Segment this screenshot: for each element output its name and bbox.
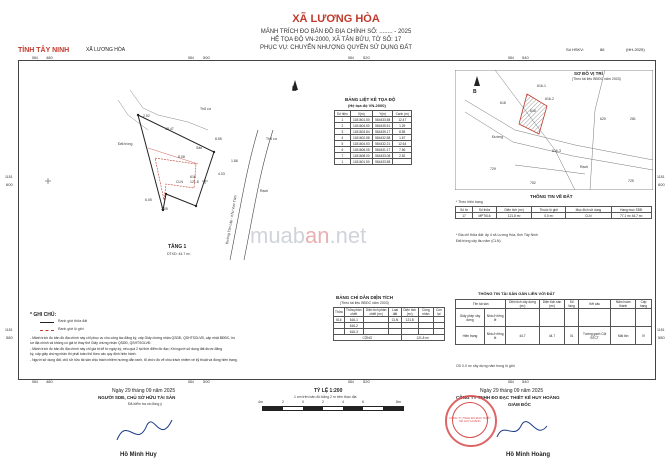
- signature-left: [112, 410, 182, 450]
- legend-line-road: [40, 330, 54, 331]
- table-row: 1 1181601.50 584433.58 12.47: [335, 117, 412, 123]
- table-row: Hiện trạng Nhà ở riêng lẻ 44.7 44.7 01 Tường gạch Cột BTCT Mái tôn IV: [456, 327, 652, 345]
- scale-tick: 8m: [396, 400, 401, 404]
- grid-top-2: 480: [46, 55, 53, 60]
- legend-line-parcel: [40, 322, 54, 323]
- scale-tick: 0: [302, 400, 304, 404]
- legend-note: ký, cấp giấy chứng nhận thì phải tuân thủ theo các quy định hiện hành.: [30, 352, 137, 356]
- coords-head: X(m): [350, 111, 372, 117]
- footer-left-sub: Đã kiểm tra và đồng ý: [128, 402, 163, 406]
- legend-item: Ranh giới lộ giới: [58, 327, 84, 331]
- table-row: 4 1181602.88 584432.58 1.67: [335, 135, 412, 141]
- area-subtitle: (Theo tài liệu BĐĐC năm 2003): [340, 301, 389, 305]
- area-title: BẢNG CHỈ DẪN DIỆN TÍCH: [336, 295, 393, 300]
- plan-label-4: Thổ cư: [266, 137, 278, 141]
- north-label: B: [292, 86, 298, 93]
- location-map: [455, 70, 653, 190]
- scale-bar: [262, 406, 404, 411]
- loc-label: 729: [490, 167, 496, 171]
- dim-2: 8.55: [215, 137, 222, 141]
- table-row: 616-3: [334, 329, 445, 335]
- legend-note: - Người sử dụng đất, chủ sở hữu tài sản chịu trách nhiệm hướng dẫn ranh, tổ chức đo vẽ chịu trách nhiệm về kỹ thuật và đúng hiện trạng.: [30, 358, 238, 362]
- land-info-title: THÔNG TIN VỀ ĐẤT: [530, 194, 573, 199]
- table-row: 6 1181606.05 584431.17 7.56: [335, 147, 412, 153]
- grid-bottom-4: 500: [203, 379, 210, 384]
- coords-head: Y(m): [372, 111, 393, 117]
- table-row: 7 1181608.00 584433.08 2.52: [335, 153, 412, 159]
- loc-label: 616-2: [545, 97, 554, 101]
- footer-left-name: Hồ Minh Huy: [120, 452, 157, 458]
- legend-note: sơ địa chính và không có giá trị thay thế Giấy chứng nhận QSDĐ, QSHTSGLVĐ.: [30, 341, 152, 345]
- footer-left-title: NGƯỜI SDĐ, CHỦ SỞ HỮU TÀI SẢN: [98, 395, 176, 400]
- grid-left-2: 600: [6, 182, 13, 187]
- land-info-address: * Địa chỉ thửa đất: ấp 4 xã Lương Hòa, tỉnh Tây Ninh: [456, 233, 538, 237]
- signature-right: [492, 412, 552, 448]
- grid-right-1: 1181: [657, 175, 665, 179]
- table-row: 3 1181603.84 584435.17 8.55: [335, 129, 412, 135]
- attach-title: THÔNG TIN TÀI SẢN GẮN LIỀN VỚI ĐẤT: [478, 291, 555, 296]
- doc-subtitle-1: MẢNH TRÍCH ĐO BẢN ĐỒ ĐỊA CHÍNH SỐ: ........ - 2025: [260, 29, 412, 35]
- scale-tick: 2: [322, 400, 324, 404]
- commune-label: XÃ LƯƠNG HÒA: [86, 47, 126, 53]
- table-row: 616 616-1 CLN 121.8: [334, 317, 445, 323]
- land-head: Hạng mục SDĐ: [611, 207, 652, 213]
- grid-top-8: 540: [522, 55, 529, 60]
- scale-sub: 1 cm trên bản đồ bằng 2 m trên thực địa: [294, 395, 357, 399]
- grid-top-4: 500: [203, 55, 210, 60]
- loc-label: 281: [630, 117, 636, 121]
- scale-tick: 2: [282, 400, 284, 404]
- grid-right-2: 600: [658, 182, 665, 187]
- parcel-use: CLN: [176, 180, 184, 184]
- grid-top-5: 584: [348, 56, 354, 60]
- loc-label: 725: [628, 179, 634, 183]
- grid-left-1: 1181: [5, 175, 13, 179]
- loc-label: 616-3: [552, 149, 561, 153]
- loc-label: 752: [530, 181, 536, 185]
- grid-right-3: 1181: [657, 328, 665, 332]
- loc-label: 616: [530, 109, 536, 113]
- plan-label-1: Thổ cư: [200, 107, 212, 111]
- grid-top-6: 520: [363, 55, 370, 60]
- coords-subtitle: (Hệ tọa độ VN-2000): [348, 103, 386, 108]
- legend-note: - Mảnh trích đo bản đồ địa chính này chỉ phục vụ cho công tác đăng ký, cấp Giấy chứng nhận QSDĐ, QSHTSGLVĐ, cập nhật BĐĐC, hồ: [30, 336, 236, 340]
- dim-6: 6.05: [145, 198, 152, 202]
- doc-subtitle-2: HỆ TỌA ĐỘ VN-2000, XÃ TÂN BỬU, TỜ SỐ: 17: [270, 37, 402, 43]
- record-no: 86: [600, 47, 605, 52]
- legend-item: Ranh giới thửa đất: [58, 319, 88, 323]
- grid-top-7: 584: [508, 56, 514, 60]
- coords-table: [334, 110, 412, 165]
- land-info-use: Đất trồng cây lâu năm (CLN): [456, 239, 501, 243]
- grid-bottom-6: 520: [363, 379, 370, 384]
- parcel-area: 121.8: [190, 180, 199, 184]
- grid-left-3: 1181: [5, 328, 13, 332]
- location-title: SƠ ĐỒ VỊ TRÍ: [574, 71, 603, 76]
- land-head: Số thửa: [473, 207, 497, 213]
- grid-bottom-1: 584: [32, 380, 38, 384]
- province-label: TỈNH TÂY NINH: [18, 47, 70, 54]
- table-row: 616-2: [334, 323, 445, 329]
- dim-8: 1.86: [231, 159, 238, 163]
- land-head: Mục đích sử dụng: [566, 207, 611, 213]
- area-table: Thửa Thửa phân chiết Diện tích phân chiết (m²) Loại đất Diện tích (m²) Công nhận Còn lại 616 616-1 CLN 121.8 616-2 616-3 CỘNG 121.8 m²: [333, 307, 445, 341]
- location-north: B: [473, 89, 477, 95]
- attach-note: CĐ 0.0 m² xây dựng năm trong lộ giới: [456, 364, 515, 368]
- table-row: 2 1181604.50 584435.51 1.29: [335, 123, 412, 129]
- dim-4: 4.03: [218, 172, 225, 176]
- plan-label-3: Sân: [196, 146, 203, 150]
- land-head: Thuộc lộ giới: [532, 207, 566, 213]
- footer-right-title: CÔNG TY TNHH ĐO ĐẠC THIẾT KẾ HUY HOÀNG: [456, 395, 560, 400]
- grid-bottom-8: 540: [522, 379, 529, 384]
- legend-title: * GHI CHÚ:: [30, 312, 57, 318]
- coords-head: Số hiệu: [335, 111, 351, 117]
- dim-5: 2.52: [143, 114, 150, 118]
- dim-3: 8.08: [178, 155, 185, 159]
- footer-right-date: Ngày 29 tháng 09 năm 2025: [480, 388, 544, 394]
- scale-tick: 4: [342, 400, 344, 404]
- attach-table: Tên tài sản Diện tích xây dựng (m²) Diện tích sàn (m²) Số tầng Kết cấu Năm hoàn thành Cấp hạng Giấy phép xây dựng Nhà ở riêng lẻ Hiện trạng Nhà ở riêng lẻ 44.7 44.7 01 Tường gạch Cột BTCT Mái tôn IV: [455, 299, 652, 345]
- location-subtitle: (Theo tài liệu BĐĐC năm 2003): [572, 77, 621, 81]
- loc-label: Rạch: [580, 165, 589, 169]
- land-info-table: [455, 206, 652, 219]
- floor-label: TẦNG 1: [168, 244, 187, 250]
- grid-left-4: 580: [6, 335, 13, 340]
- table-row: 17 MPT616 121.8 m² 0.0 m² CLN 77.1 m² 44.7 m²: [456, 213, 652, 219]
- road-label: Đường Tân Lập - Khu Vực Tâm: [225, 195, 238, 245]
- land-head: Diện tích (m²): [496, 207, 531, 213]
- plan-label-5: Rạch: [260, 189, 269, 193]
- grid-bottom-3: 584: [188, 380, 194, 384]
- grid-bottom-7: 584: [508, 380, 514, 384]
- grid-top-3: 584: [188, 56, 194, 60]
- legend-note: - Mảnh trích đo bản đồ địa chính này chỉ giá trị kể từ ngày ký; nếu quá 2 tại thời điểm đo đạc; Khi người sử dụng đất được đăng: [30, 347, 222, 351]
- loc-label: 620: [600, 117, 606, 121]
- table-row: CỘNG 121.8 m²: [334, 335, 445, 341]
- loc-label: Đường: [492, 135, 504, 139]
- grid-right-4: 580: [658, 335, 665, 340]
- scale-tick: 4m: [258, 400, 263, 404]
- record-label: Số HSKV:: [566, 47, 584, 52]
- stamp-text: CÔNG TY TNHH ĐO ĐẠC THIẾT KẾ HUY HOÀNG: [449, 416, 491, 423]
- dim-1: 18.47: [165, 127, 174, 131]
- doc-title: XÃ LƯƠNG HÒA: [292, 13, 380, 25]
- table-row: Giấy phép xây dựng Nhà ở riêng lẻ: [456, 309, 652, 327]
- plan-label-2: Đất trồng: [118, 142, 133, 146]
- grid-bottom-2: 480: [46, 379, 53, 384]
- loc-label: 618: [500, 101, 506, 105]
- footer-right-name: Hồ Minh Hoàng: [506, 452, 550, 458]
- land-info-note: * Theo hiện trạng: [456, 200, 483, 204]
- floor-area: DTXD: 44.7 m²: [167, 252, 191, 256]
- record-id: (HH-2025): [626, 47, 645, 52]
- coords-head: Cạnh (m): [393, 111, 412, 117]
- doc-subtitle-3: PHỤC VỤ: CHUYỂN NHƯỢNG QUYỀN SỬ DỤNG ĐẤT: [259, 45, 413, 51]
- dim-7: 2.05: [161, 207, 168, 211]
- land-head: Số tờ: [456, 207, 473, 213]
- footer-right-role: GIÁM ĐỐC: [508, 402, 531, 407]
- grid-top-1: 584: [32, 56, 38, 60]
- footer-left-date: Ngày 29 tháng 09 năm 2025: [112, 388, 176, 394]
- scale-title: TỶ LỆ 1:200: [314, 388, 343, 394]
- watermark: muaban.net: [250, 223, 367, 248]
- grid-bottom-5: 584: [348, 380, 354, 384]
- coords-title: BẢNG LIỆT KÊ TỌA ĐỘ: [345, 97, 396, 102]
- table-row: 1 1181601.50 584433.58: [335, 159, 412, 165]
- loc-label: 616-1: [537, 84, 546, 88]
- scale-tick: 6: [362, 400, 364, 404]
- parcel-code: 616: [190, 175, 196, 179]
- table-row: 5 1181604.53 584432.21 12.64: [335, 141, 412, 147]
